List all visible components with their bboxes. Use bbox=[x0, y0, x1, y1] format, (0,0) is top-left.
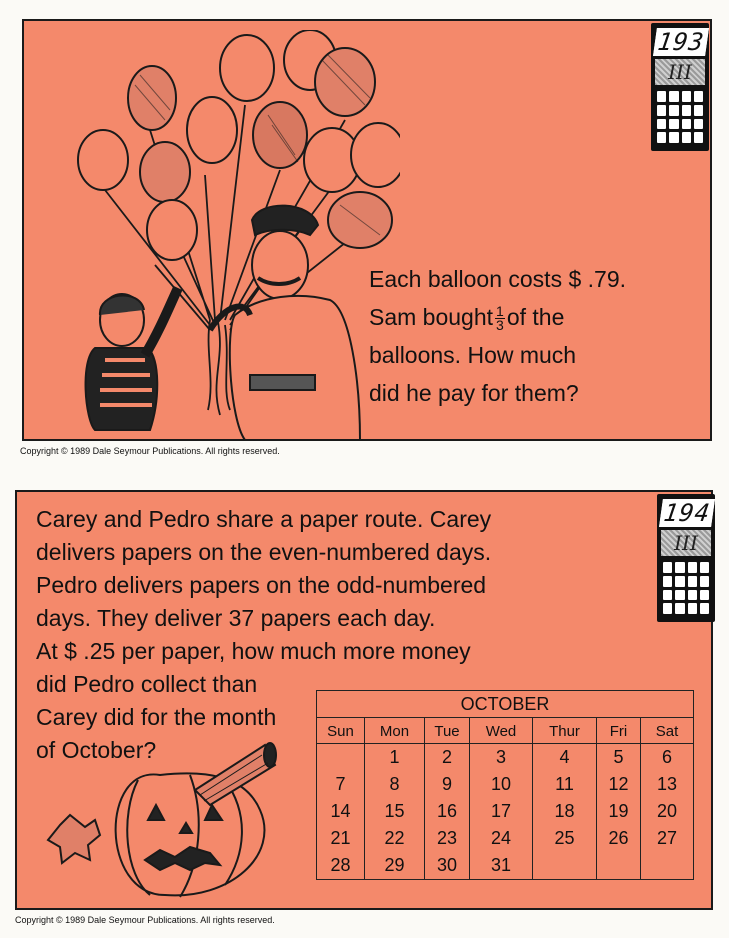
date-cell bbox=[641, 852, 693, 879]
date-cell: 23 bbox=[436, 828, 458, 848]
problem-line: did Pedro collect than bbox=[36, 671, 258, 697]
day-header: Fri bbox=[597, 718, 640, 744]
date-cell: 13 bbox=[656, 774, 678, 794]
date-cell: 14 bbox=[330, 801, 351, 821]
date-cell bbox=[597, 852, 640, 879]
day-header: Thur bbox=[533, 718, 596, 744]
date-cell bbox=[533, 852, 596, 879]
date-cell: 31 bbox=[490, 855, 512, 875]
calendar-grid bbox=[317, 718, 693, 880]
date-cell: 2 bbox=[441, 747, 452, 767]
day-header: Mon bbox=[365, 718, 424, 744]
problem-line-with-fraction bbox=[369, 298, 626, 336]
problem-line: Pedro delivers papers on the odd-numbered bbox=[36, 572, 487, 598]
problem-line: At $ .25 per paper, how much more money bbox=[36, 638, 471, 664]
fraction-one-third bbox=[495, 305, 505, 332]
calendar-column-wed bbox=[470, 718, 533, 880]
problem-line: days. They deliver 37 papers each day. bbox=[36, 605, 436, 631]
copyright-notice: Copyright © 1989 Dale Seymour Publications. All rights reserved. bbox=[20, 446, 280, 456]
date-cell: 24 bbox=[490, 828, 512, 848]
copyright-notice: Copyright © 1989 Dale Seymour Publications. All rights reserved. bbox=[15, 915, 275, 925]
calendar-column-mon bbox=[365, 718, 425, 880]
date-cell: 3 bbox=[495, 747, 506, 767]
calendar-column-fri bbox=[597, 718, 641, 880]
problem-line: delivers papers on the even-numbered days. bbox=[36, 539, 492, 565]
card-number: 194 bbox=[659, 499, 715, 527]
date-cell: 16 bbox=[436, 801, 458, 821]
day-header: Sat bbox=[641, 718, 693, 744]
date-cell: 21 bbox=[330, 828, 351, 848]
fraction-denominator: 3 bbox=[496, 317, 504, 334]
date-cell: 4 bbox=[559, 747, 570, 767]
date-cell: 30 bbox=[436, 855, 458, 875]
date-cell: 26 bbox=[608, 828, 629, 848]
problem-text-fragment: Sam bought bbox=[369, 304, 494, 330]
date-cell: 25 bbox=[554, 828, 575, 848]
date-cell: 10 bbox=[490, 774, 512, 794]
level-badge: III bbox=[655, 59, 705, 85]
date-cell: 8 bbox=[389, 774, 400, 794]
problem-text-193 bbox=[369, 260, 626, 412]
date-cell: 12 bbox=[608, 774, 629, 794]
date-cell: 22 bbox=[384, 828, 405, 848]
date-cell: 19 bbox=[608, 801, 629, 821]
date-cell: 29 bbox=[384, 855, 405, 875]
calculator-keypad bbox=[663, 562, 709, 614]
day-header: Wed bbox=[470, 718, 532, 744]
date-cell: 6 bbox=[661, 747, 672, 767]
date-cell: 15 bbox=[384, 801, 405, 821]
calendar-column-tue bbox=[425, 718, 470, 880]
date-cell: 17 bbox=[490, 801, 512, 821]
day-header: Tue bbox=[425, 718, 469, 744]
problem-line: Carey did for the month bbox=[36, 704, 277, 730]
day-header: Sun bbox=[317, 718, 364, 744]
calendar-column-thu bbox=[533, 718, 597, 880]
problem-line: balloons. How much bbox=[369, 342, 577, 368]
calculator-icon bbox=[657, 494, 715, 622]
date-cell: 1 bbox=[389, 747, 400, 767]
problem-line: Each balloon costs $ .79. bbox=[369, 266, 626, 292]
date-cell: 20 bbox=[656, 801, 678, 821]
pumpkin-illustration bbox=[40, 735, 280, 905]
calculator-keypad bbox=[657, 91, 703, 143]
problem-line: did he pay for them? bbox=[369, 380, 579, 406]
problem-line: Carey and Pedro share a paper route. Carey bbox=[36, 506, 492, 532]
date-cell: 7 bbox=[335, 774, 346, 794]
date-cell: 5 bbox=[613, 747, 624, 767]
calendar-month: OCTOBER bbox=[317, 691, 693, 718]
date-cell: 18 bbox=[554, 801, 575, 821]
calculator-icon bbox=[651, 23, 709, 151]
card-number: 193 bbox=[653, 28, 709, 56]
date-cell bbox=[317, 744, 364, 771]
balloons-illustration bbox=[60, 30, 400, 440]
date-cell: 28 bbox=[330, 855, 351, 875]
date-cell: 9 bbox=[441, 774, 452, 794]
date-cell: 11 bbox=[555, 774, 574, 794]
problem-text-fragment: of the bbox=[506, 304, 565, 330]
date-cell: 27 bbox=[656, 828, 678, 848]
level-badge: III bbox=[661, 530, 711, 556]
problem-line: of October? bbox=[36, 737, 157, 763]
fraction-numerator: 1 bbox=[496, 303, 504, 320]
october-calendar bbox=[316, 690, 694, 880]
calendar-column-sun bbox=[317, 718, 365, 880]
calendar-column-sat bbox=[641, 718, 693, 880]
